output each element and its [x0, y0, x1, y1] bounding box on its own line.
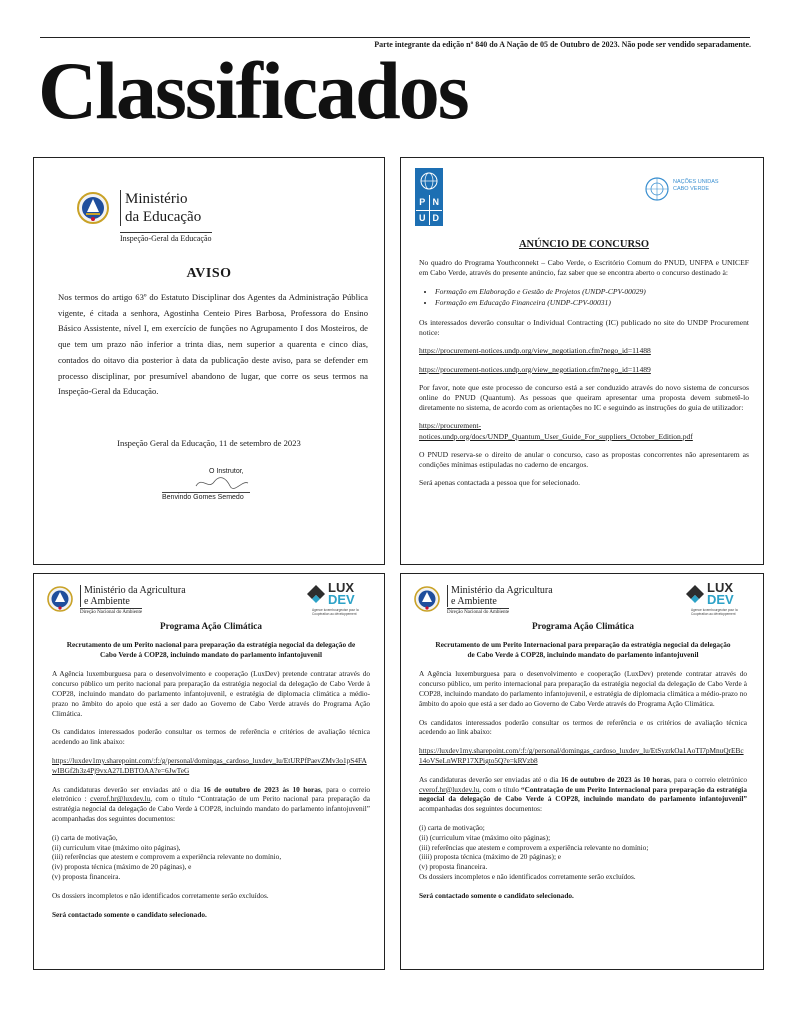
lux1-body [52, 622, 370, 928]
pnud-letter: N [430, 195, 443, 210]
pnud-logo [415, 168, 443, 226]
email-link[interactable]: cverof.hr@luxdev.lu [90, 794, 151, 804]
pnud-letter: U [416, 211, 429, 226]
list-item: (ii) curriculum vitae (máximo oito páginas), [52, 842, 181, 852]
lux1-excluded: Os dossiers incompletos e não identificados corretamente serão excluídos. [52, 890, 269, 900]
lux-word: LUX [328, 580, 354, 595]
ministry-name [120, 190, 201, 226]
pnud-consult: Os interessados deverão consultar o Individual Contracting (IC) publicado no site do UNDP Procurement notice: [419, 318, 749, 338]
apply-deadline: 16 de outubro de 2023 às 10 horas [203, 784, 321, 794]
email-link[interactable]: cverof.hr@luxdev.lu [419, 784, 480, 794]
lux2-excluded: Os dossiers incompletos e não identificados corretamente serão excluídos. [419, 871, 636, 881]
pnud-reserve: O PNUD reserva-se o direito de anular o concurso, caso as propostas concorrentes não apresentarem as condições mínimas estipuladas no caderno de encargos. [419, 449, 749, 470]
apply-text: acompanhadas dos seguintes documentos: [419, 804, 543, 814]
lux2-consult: Os candidatos interessados poderão consultar os termos de referência e os critérios de avaliação técnica acedendo ao link abaixo: [419, 717, 747, 737]
ministry-line2: e Ambiente [84, 596, 130, 607]
apply-title: “Contratação de um Perito Internacional para preparação da estratégia negocial da delegação de Cabo Verde à COP28, incluindo mandato do parlamento infantojuvenil” [419, 784, 747, 804]
luxdev-wordmark [328, 582, 355, 606]
aviso-notice [33, 157, 385, 565]
pnud-announcement [400, 157, 764, 565]
lux2-closing: Será contactado somente o candidato selecionado. [419, 890, 574, 900]
cabo-verde-emblem-icon [72, 191, 114, 225]
lux2-heading: Recrutamento de um Perito Internacional para preparação da estratégia negocial da delegação de Cabo Verde à COP28, incluindo mandato do parlamento infantojuvenil [435, 639, 731, 659]
luxdev-logo [685, 582, 749, 622]
dev-word: DEV [328, 592, 355, 607]
sharepoint-link[interactable]: https://luxdev1my.sharepoint.com/:f:/g/personal/domingas_cardoso_luxdev_lu/EtSyzrkOa1AoTI7pMnuQrEBc14oVSeLnWRP17XPigto5Q?e=kRVzb8 [419, 746, 744, 765]
luxdev-national-expert [33, 573, 385, 970]
list-item: (iii) referências que atestem e comprovem a experiência relevante no domínio, [52, 852, 282, 862]
un-line1: NAÇÕES UNIDAS [673, 179, 719, 185]
apply-text: , para o correio eletrónico [669, 774, 748, 784]
ministry-line1: Ministério da Agricultura [451, 585, 553, 596]
ministry-name [80, 585, 186, 607]
list-item: (iv) proposta técnica (máximo de 20 páginas), e [52, 862, 192, 872]
luxdev-wordmark [707, 582, 734, 606]
signature-scribble-icon [192, 474, 252, 492]
lux2-intro: A Agência luxemburguesa para o desenvolvimento e cooperação (LuxDev) pretende contratar através do concurso público, um perito internacional para preparação da estratégia negocial da delegação de Cabo Verde à COP28, incluindo mandato do parlamento infantojuvenil, e estratégia de diplomacia climática a médio-prazo no âmbito do apoio que está a ser dado ao Governo de Cabo Verde através do Programa Ação Climática. [419, 669, 747, 708]
ministry-line1: Ministério da Agricultura [84, 585, 186, 596]
pnud-closing: Será apenas contactada a pessoa que for selecionado. [419, 478, 581, 488]
ministry-line2: e Ambiente [451, 596, 497, 607]
list-item: (i) carta de motivação; [419, 822, 485, 832]
page-title: Classificados [38, 45, 468, 136]
ministry-name [447, 585, 553, 607]
apply-text: As candidaturas deverão ser enviadas até o dia [52, 784, 204, 794]
list-item: • Formação em Educação Financeira (UNDP-CPV-00031) [435, 298, 749, 308]
un-cabo-verde-label [673, 179, 719, 193]
ministry-subtitle: Inspeção-Geral da Educação [120, 234, 212, 243]
luxdev-mark-icon [306, 584, 326, 604]
ministry-line1: Ministério [125, 191, 188, 207]
luxdev-tagline: Agence luxembourgeoise pour la Coopération au développement [691, 608, 738, 616]
procurement-link-11488[interactable]: https://procurement-notices.undp.org/view_negotiation.cfm?nego_id=11488 [419, 346, 651, 356]
program-title: Programa Ação Climática [532, 621, 634, 631]
signature-line [162, 492, 250, 493]
luxdev-international-expert [400, 573, 764, 970]
ministry-subtitle: Direção Nacional do Ambiente [447, 610, 510, 615]
cabo-verde-emblem-icon [44, 585, 76, 613]
program-title: Programa Ação Climática [160, 621, 262, 631]
pnud-intro: No quadro do Programa Youthconnekt – Cabo Verde, o Escritório Comum do PNUD, UNFPA e UNICEF em Cabo Verde, através do presente anúncio, faz saber que se encontra aberto o concurso destinado à: [419, 258, 749, 278]
lux1-intro: A Agência luxemburguesa para o desenvolvimento e cooperação (LuxDev) pretende contratar através do concurso público um perito nacional para preparação da estratégia negocial da delegação de Cabo Verde à COP28, incluindo mandato do parlamento infantojuvenil, e estratégia de diplomacia climática a médio-prazo no âmbito do apoio que está a ser dado ao Governo de Cabo Verde através do Programa Ação Climática. [52, 669, 370, 718]
pnud-letters [415, 194, 443, 226]
list-item: (i) carta de motivação, [52, 832, 118, 842]
un-globe-icon [419, 171, 439, 191]
un-line2: CABO VERDE [673, 186, 710, 192]
lux1-heading: Recrutamento de um Perito nacional para preparação da estratégia negocial da delegação de Cabo Verde à COP28, incluindo mandato do parlamento infantojuvenil [66, 639, 356, 659]
list-item: • Formação em Elaboração e Gestão de Projetos (UNDP-CPV-00029) [435, 287, 749, 297]
dev-word: DEV [707, 592, 734, 607]
documents-list [52, 833, 370, 882]
luxdev-tagline: Agence luxembourgeoise pour la Coopération au développement [312, 608, 359, 616]
lux2-apply [419, 775, 747, 814]
list-item: (iiii) proposta técnica (máximo de 20 páginas); e [419, 852, 562, 862]
lux1-closing: Será contactado somente o candidato selecionado. [52, 909, 207, 919]
procurement-link-11489[interactable]: https://procurement-notices.undp.org/view_negotiation.cfm?nego_id=11489 [419, 364, 651, 374]
lux2-body [419, 622, 747, 910]
pnud-body [419, 240, 749, 496]
apply-text: , com o título “Contratação de um Perito nacional para preparação da estratégia negocial da delegação de Cabo Verde à COP28, incluindo mandato do parlamento infantojuvenil” acompanhadas dos seguintes documentos: [52, 794, 370, 823]
apply-text: , com o título [479, 784, 521, 794]
apply-deadline: 16 de outubro de 2023 às 10 horas [560, 774, 670, 784]
apply-text: As candidaturas deverão ser enviadas até o dia [419, 774, 561, 784]
aviso-title: AVISO [186, 266, 232, 281]
pnud-quantum: Por favor, note que este processo de concurso está a ser conduzido através do novo sistema de concursos online do PNUD (Quantum). As pessoas que queiram apresentar uma proposta devem submetê-lo diretamente no sistema, de acordo com as orientações no IC e seguindo as instruções do guia de utilizador: [419, 382, 749, 413]
apply-text: , para o correio eletrónico : [52, 784, 370, 804]
luxdev-logo [306, 582, 370, 622]
lux-word: LUX [707, 580, 733, 595]
aviso-date-line: Inspeção Geral da Educação, 11 de setembro de 2023 [117, 438, 301, 448]
quantum-guide-link[interactable]: https://procurement-notices.undp.org/docs/UNDP_Quantum_User_Guide_For_suppliers_October_Edition.pdf [419, 421, 693, 441]
luxdev-mark-icon [685, 584, 705, 604]
un-emblem-icon [644, 176, 670, 202]
signature-name: Benvindo Gomes Semedo [162, 494, 244, 501]
list-item: (iii) referências que atestem e comprovem a experiência relevante no domínio; [419, 842, 649, 852]
lux1-apply [52, 785, 370, 824]
ministry-subtitle: Direção Nacional do Ambiente [80, 610, 143, 615]
pnud-letter: P [416, 195, 429, 210]
documents-list [419, 823, 747, 872]
pnud-heading: ANÚNCIO DE CONCURSO [518, 239, 650, 250]
lux1-consult: Os candidatos interessados poderão consultar os termos de referência e critérios de avaliação técnica acedendo ao link abaixo: [52, 727, 370, 747]
header-rule [40, 37, 750, 38]
list-item: (v) proposta financeira. [52, 871, 121, 881]
cabo-verde-emblem-icon [411, 585, 443, 613]
list-item: (v) proposta financeira. [419, 862, 488, 872]
pnud-items [435, 287, 749, 308]
pnud-letter: D [430, 211, 443, 226]
signature-role: O Instrutor, [209, 468, 244, 475]
aviso-body: Nos termos do artigo 63º do Estatuto Disciplinar dos Agentes da Administração Pública vigente, é citada a senhora, Agostinha Centeio Pires Barbosa, Professora do Ensino Básico Assistente, nível I, em exercício de funções no Agrupamento I dos Mosteiros, de que tem um prazo não inferior a trinta dias, nem superior a quarenta e cinco dias, contados do oitavo dia posterior à data da publicação deste aviso, para se defender em processo disciplinar, por presumível abandono de lugar, que corre os seus termos na Inspeção-Geral da Educação. [58, 292, 368, 397]
edition-note: Parte integrante da edição nº 840 do A Nação de 05 de Outubro de 2023. Não pode ser vendido separadamente. [374, 40, 751, 49]
ministry-line2: da Educação [125, 209, 202, 225]
sharepoint-link[interactable]: https://luxdev1my.sharepoint.com/:f:/g/personal/domingas_cardoso_luxdev_lu/EtURPfPaevZMv3o1pS4FAwIBGf2h3z4Pj9vxA27LDBTOAA?e=6JwTeG [52, 755, 367, 775]
list-item: (ii) (curriculum vitae (máximo oito páginas); [419, 832, 551, 842]
